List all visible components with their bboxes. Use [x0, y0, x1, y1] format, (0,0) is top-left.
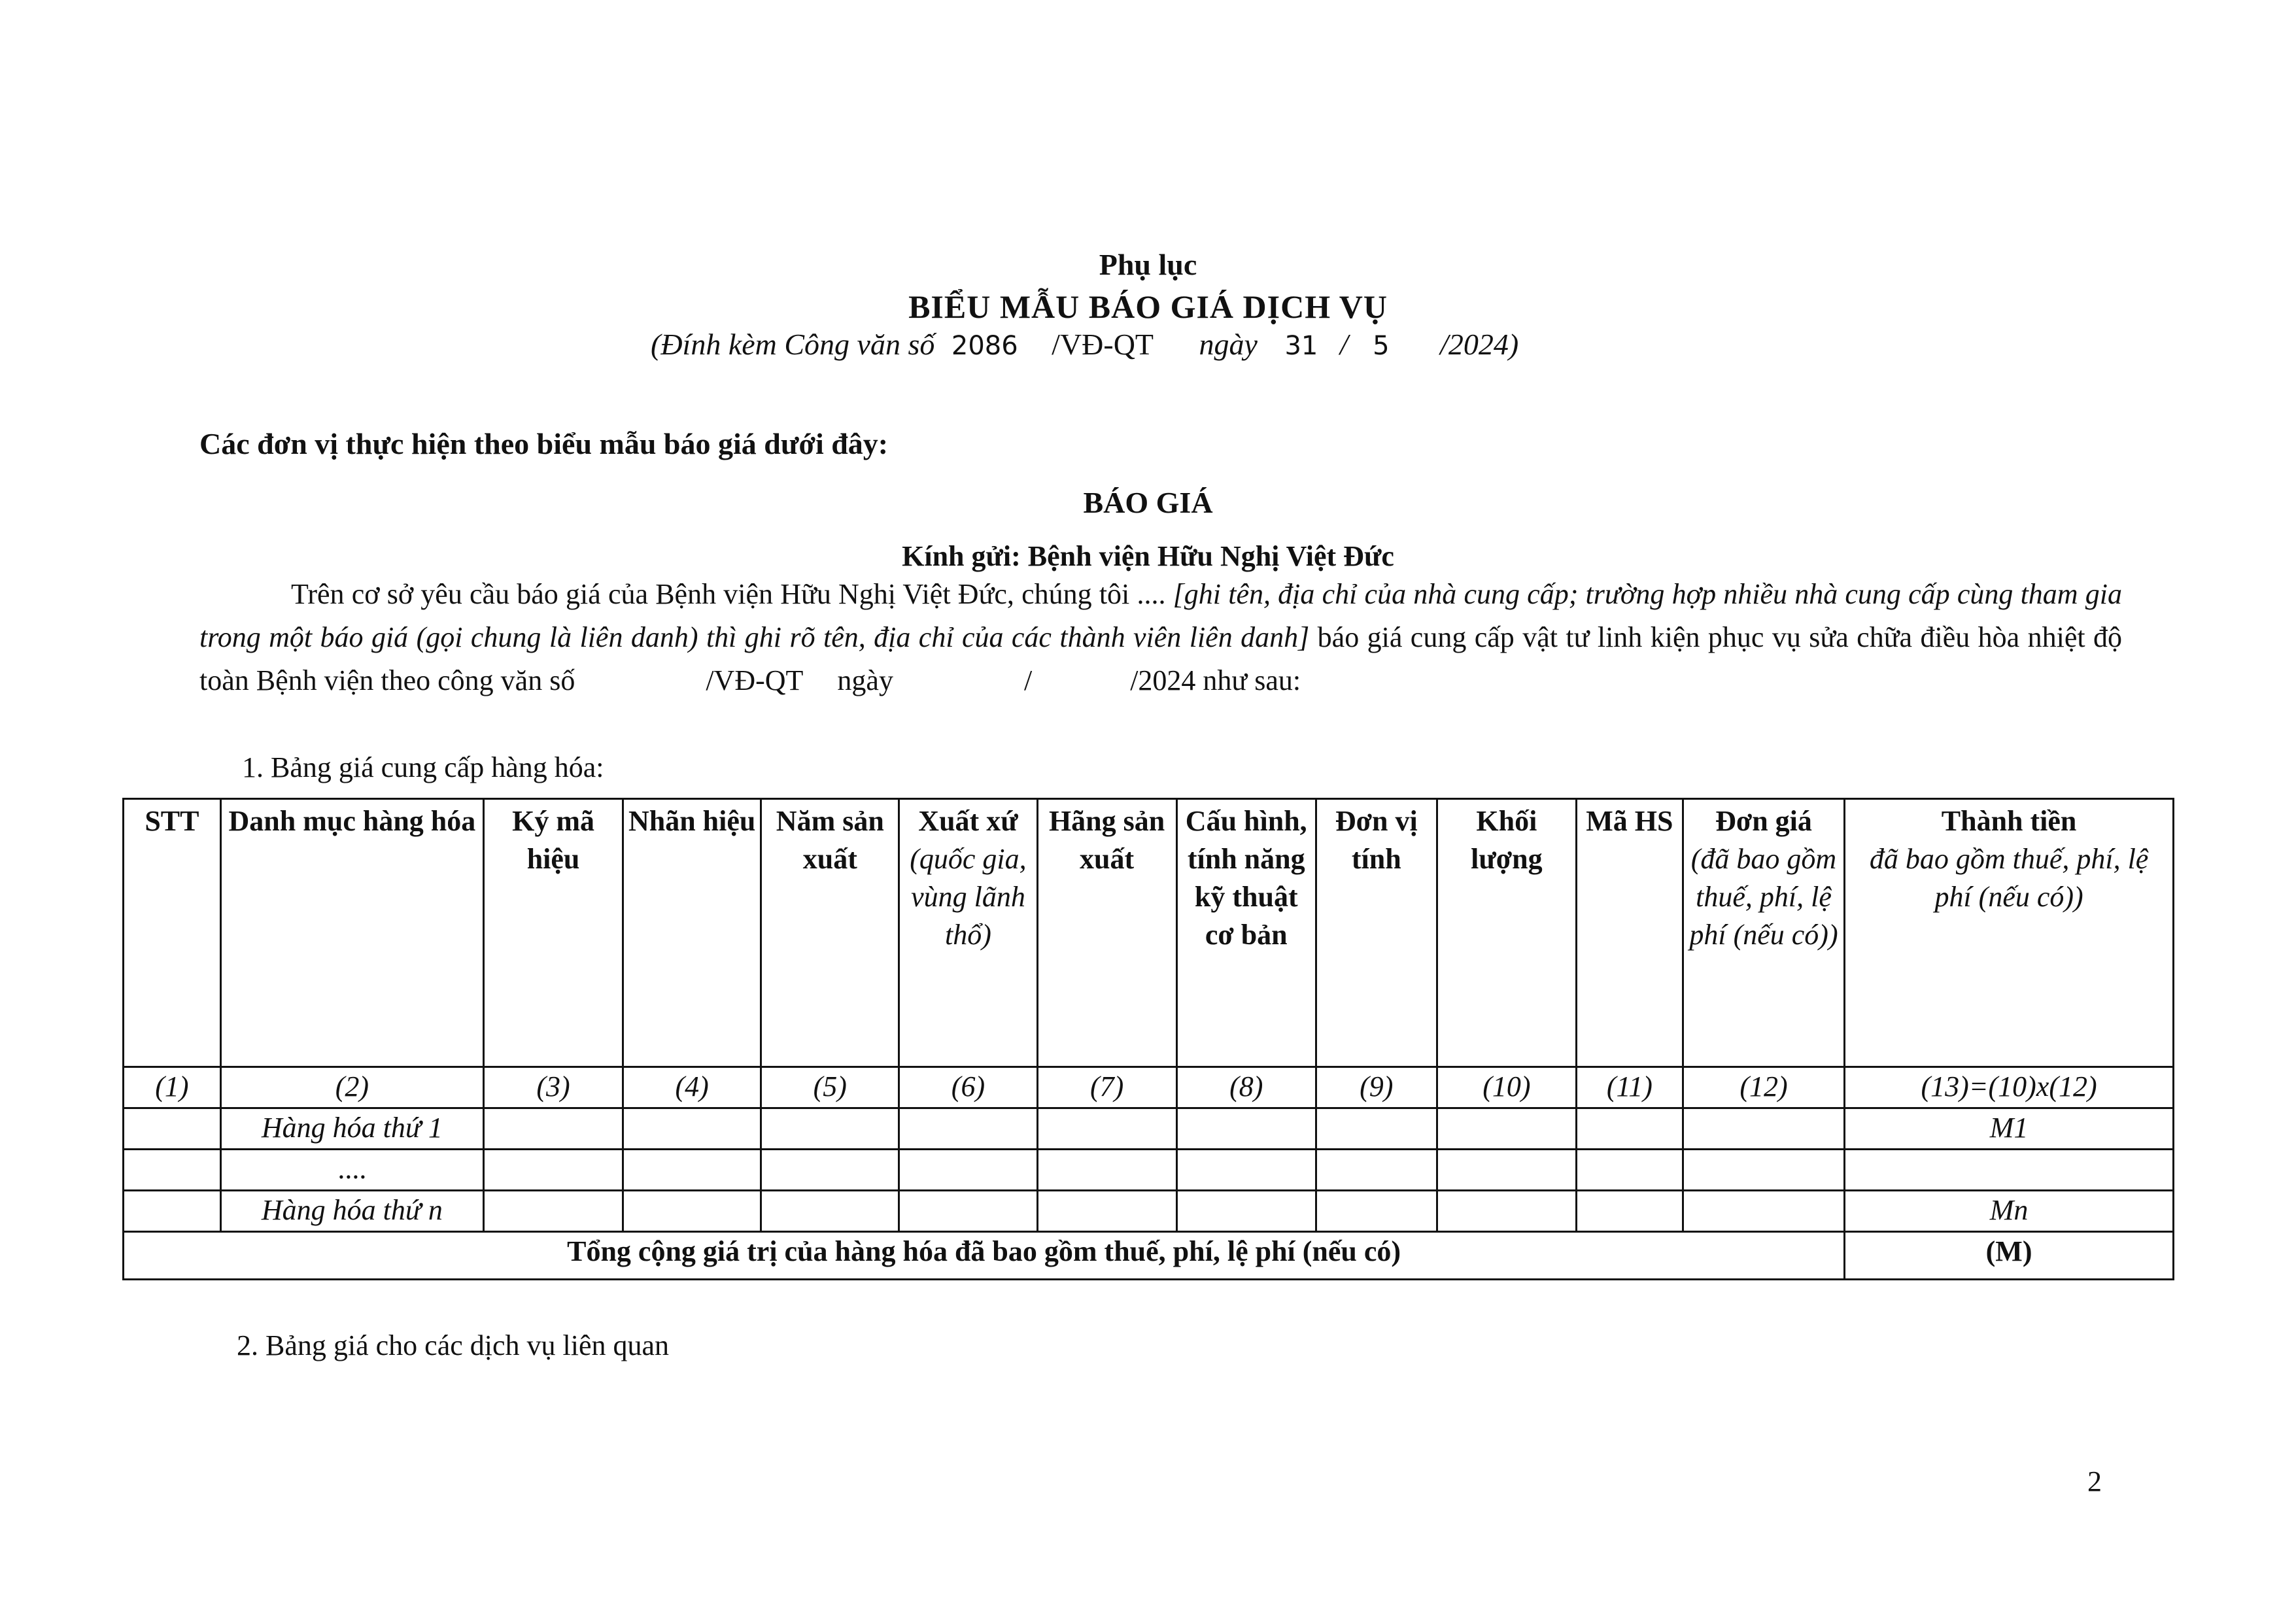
item-name: Hàng hóa thứ 1 [220, 1108, 483, 1150]
handwritten-day: 31 [1284, 331, 1318, 361]
date-separator: / [1339, 328, 1348, 361]
table-row [124, 1191, 2174, 1232]
item-amount: M1 [1845, 1108, 2174, 1150]
header-cell-specs: Cấu hình, tính năng kỹ thuật cơ bản [1176, 799, 1316, 1067]
goods-price-table [122, 798, 2174, 1280]
intro-part-3: báo giá cung cấp vật tư linh kiện phục vụ sửa chữa điều hòa nhiệt độ toàn Bệnh viện theo công văn số [199, 621, 2123, 696]
column-number-row [124, 1067, 2174, 1108]
doc-code: /VĐ-QT [1052, 328, 1154, 361]
column-number: (12) [1683, 1067, 1844, 1108]
column-number: (4) [623, 1067, 761, 1108]
intro-part-1: Trên cơ sở yêu cầu báo giá của Bệnh viện Hữu Nghị Việt Đức, chúng tôi .... [291, 578, 1166, 610]
header-cell-amount: Thành tiền đã bao gồm thuế, phí, lệ phí (nếu có)) [1845, 799, 2174, 1067]
handwritten-doc-number: 2086 [951, 331, 1018, 361]
total-label: Tổng cộng giá trị của hàng hóa đã bao gồm thuế, phí, lệ phí (nếu có) [124, 1232, 1845, 1280]
table-row [124, 1150, 2174, 1191]
intro-date-separator: / [1023, 664, 1033, 696]
column-number: (2) [220, 1067, 483, 1108]
column-number: (11) [1576, 1067, 1683, 1108]
column-number: (6) [899, 1067, 1037, 1108]
total-value: (M) [1845, 1232, 2174, 1280]
intro-placeholder-instructions: [ghi tên, địa chỉ của nhà cung cấp; trường hợp nhiều nhà cung cấp cùng tham gia trong một báo giá (gọi chung là liên danh) thì ghi rõ tên, địa chỉ của các thành viên liên danh] [199, 578, 2122, 653]
item-amount [1845, 1150, 2174, 1191]
header-cell-unit-price: Đơn giá (đã bao gồm thuế, phí, lệ phí (nếu có)) [1683, 799, 1844, 1067]
item-name: .... [220, 1150, 483, 1191]
table-header-row [124, 799, 2174, 1067]
column-number: (5) [761, 1067, 899, 1108]
page-number: 2 [2087, 1465, 2102, 1497]
column-number: (9) [1316, 1067, 1437, 1108]
item-name: Hàng hóa thứ n [220, 1191, 483, 1232]
date-label: ngày [1199, 328, 1258, 361]
header-cell-unit: Đơn vị tính [1316, 799, 1437, 1067]
header-cell-brand: Nhãn hiệu [623, 799, 761, 1067]
appendix-label: Phụ lục [1099, 248, 1197, 281]
document-title: BIỂU MẪU BÁO GIÁ DỊCH VỤ [908, 288, 1388, 325]
header-cell-origin: Xuất xứ (quốc gia, vùng lãnh thổ) [899, 799, 1037, 1067]
column-number: (3) [483, 1067, 623, 1108]
attachment-reference [651, 327, 1518, 362]
column-number: (8) [1176, 1067, 1316, 1108]
intro-date-label: ngày [837, 664, 893, 696]
header-cell-quantity: Khối lượng [1437, 799, 1576, 1067]
header-cell-year: Năm sản xuất [761, 799, 899, 1067]
year-label: /2024) [1440, 328, 1519, 361]
intro-paragraph [199, 573, 2122, 702]
intro-year-tail: /2024 như sau: [1130, 664, 1301, 696]
table-row [124, 1108, 2174, 1150]
header-cell-model-code: Ký mã hiệu [483, 799, 623, 1067]
column-number: (7) [1037, 1067, 1176, 1108]
item-amount: Mn [1845, 1191, 2174, 1232]
instruction-text: Các đơn vị thực hiện theo biểu mẫu báo giá dưới đây: [199, 427, 889, 460]
header-cell-manufacturer: Hãng sản xuất [1037, 799, 1176, 1067]
header-cell-hs-code: Mã HS [1576, 799, 1683, 1067]
handwritten-month: 5 [1373, 331, 1390, 361]
header-cell-stt: STT [124, 799, 221, 1067]
header-cell-item-list: Danh mục hàng hóa [220, 799, 483, 1067]
column-number: (10) [1437, 1067, 1576, 1108]
salutation: Kính gửi: Bệnh viện Hữu Nghị Việt Đức [902, 540, 1394, 572]
total-row [124, 1232, 2174, 1280]
section-1-heading: 1. Bảng giá cung cấp hàng hóa: [242, 751, 604, 783]
intro-doc-code: /VĐ-QT [706, 664, 804, 696]
attachment-prefix: (Đính kèm Công văn số [651, 328, 935, 361]
quote-title: BÁO GIÁ [1083, 486, 1213, 519]
column-number: (13)=(10)x(12) [1845, 1067, 2174, 1108]
column-number: (1) [124, 1067, 221, 1108]
section-2-heading: 2. Bảng giá cho các dịch vụ liên quan [237, 1329, 670, 1361]
